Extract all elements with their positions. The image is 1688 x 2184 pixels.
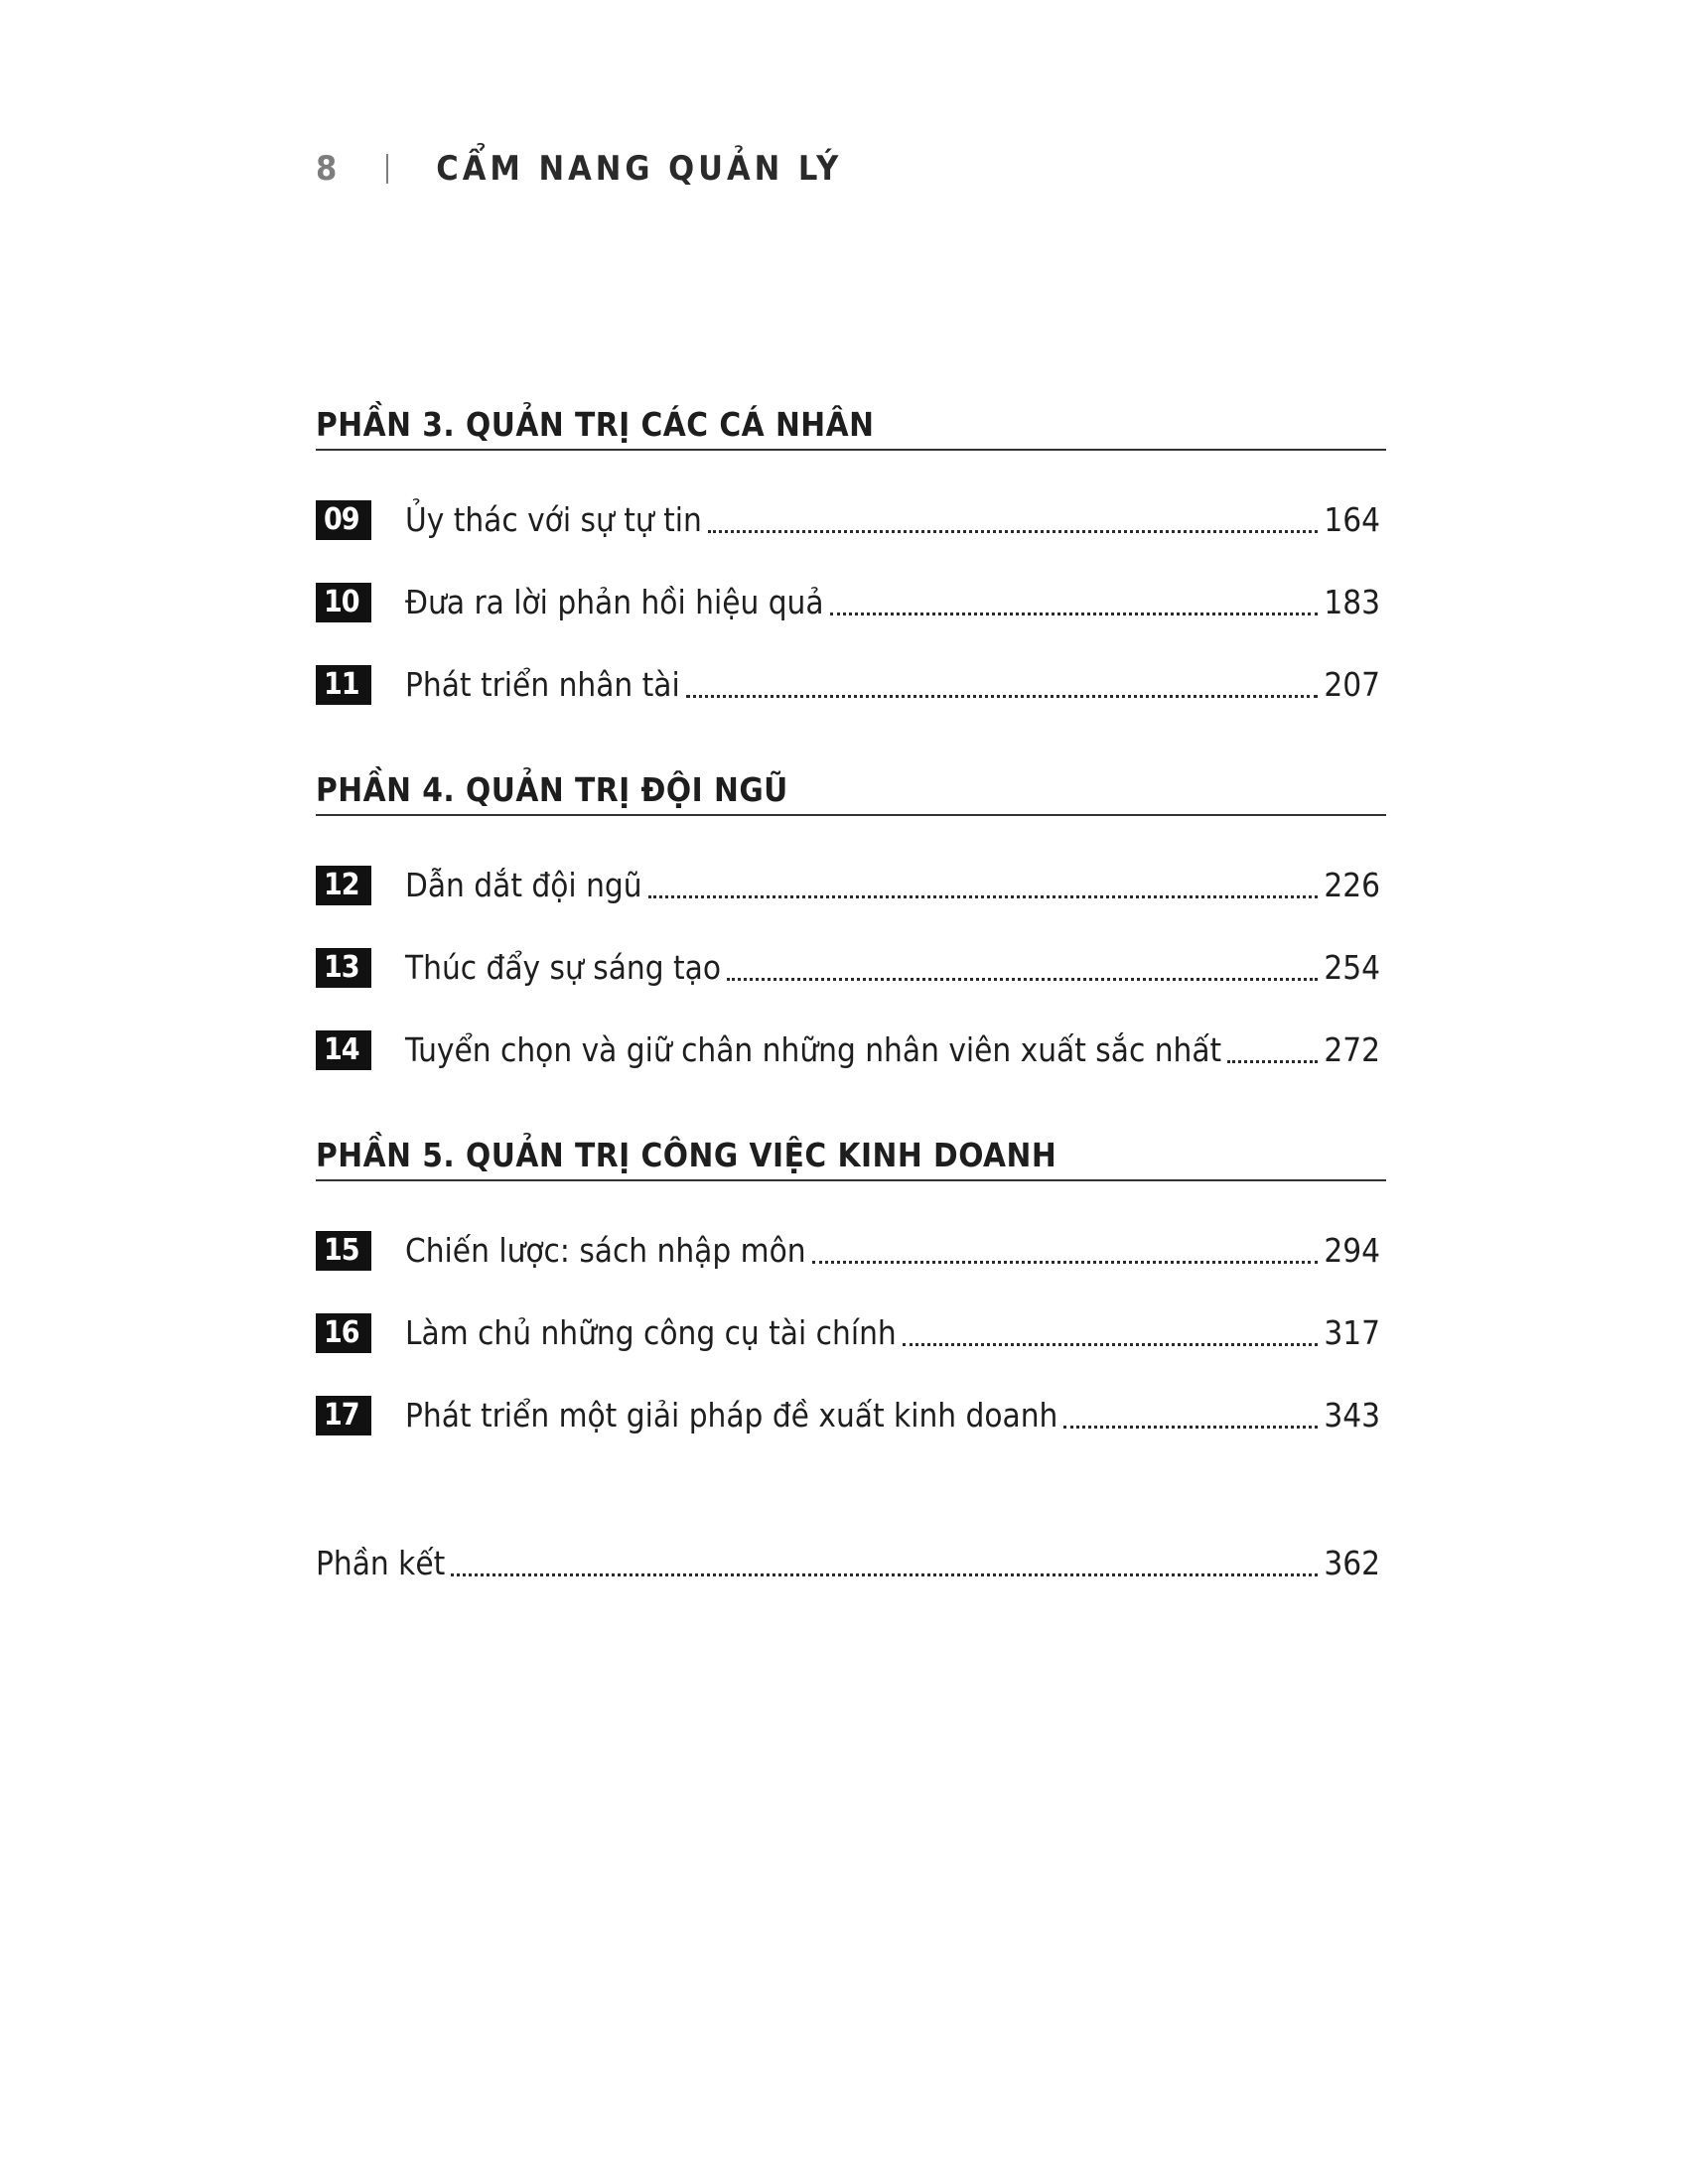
chapter-number-badge: 13 xyxy=(316,948,371,988)
dot-leader xyxy=(708,522,1319,533)
page-reference: 207 xyxy=(1324,665,1380,704)
section-title: PHẦN 4. QUẢN TRỊ ĐỘI NGŨ xyxy=(316,770,788,809)
toc-entry-chapter-10[interactable] xyxy=(316,581,1380,624)
section-heading-part-5 xyxy=(316,1138,1386,1181)
page-reference: 272 xyxy=(1324,1030,1380,1069)
chapter-title: Đưa ra lời phản hồi hiệu quả xyxy=(405,583,824,621)
chapter-title: Thúc đẩy sự sáng tạo xyxy=(405,948,722,987)
dot-leader xyxy=(648,887,1319,898)
dot-leader xyxy=(727,970,1318,981)
dot-leader xyxy=(686,687,1319,698)
chapter-number-badge: 15 xyxy=(316,1231,371,1271)
chapter-number-badge: 10 xyxy=(316,583,371,622)
chapter-number-badge: 09 xyxy=(316,500,371,540)
chapter-title: Phát triển một giải pháp đề xuất kinh doanh xyxy=(405,1396,1058,1434)
book-title: CẨM NANG QUẢN LÝ xyxy=(436,149,843,189)
dot-leader xyxy=(451,1566,1318,1576)
chapter-number-badge: 11 xyxy=(316,665,371,705)
page-reference: 294 xyxy=(1324,1231,1380,1270)
toc-entry-chapter-16[interactable] xyxy=(316,1311,1380,1355)
section-title: PHẦN 5. QUẢN TRỊ CÔNG VIỆC KINH DOANH xyxy=(316,1136,1057,1174)
chapter-title: Dẫn dắt đội ngũ xyxy=(405,866,642,904)
dot-leader xyxy=(1063,1418,1318,1429)
page-reference: 254 xyxy=(1324,948,1380,987)
chapter-number-badge: 14 xyxy=(316,1030,371,1070)
page-number: 8 xyxy=(316,149,342,189)
page-reference: 226 xyxy=(1324,866,1380,904)
page-reference: 317 xyxy=(1324,1313,1380,1352)
section-title: PHẦN 3. QUẢN TRỊ CÁC CÁ NHÂN xyxy=(316,405,875,444)
chapter-title: Làm chủ những công cụ tài chính xyxy=(405,1313,897,1352)
section-heading-part-4 xyxy=(316,772,1386,816)
page-reference: 362 xyxy=(1324,1544,1380,1582)
toc-entry-chapter-09[interactable] xyxy=(316,498,1380,542)
page-reference: 164 xyxy=(1324,500,1380,539)
dot-leader xyxy=(903,1335,1319,1346)
epilogue-title: Phần kết xyxy=(316,1544,446,1582)
dot-leader xyxy=(830,605,1319,615)
chapter-number-badge: 12 xyxy=(316,866,371,905)
toc-entry-chapter-12[interactable] xyxy=(316,864,1380,907)
toc-entry-chapter-14[interactable] xyxy=(316,1028,1380,1072)
section-heading-part-3 xyxy=(316,407,1386,451)
toc-entry-chapter-11[interactable] xyxy=(316,663,1380,707)
chapter-number-badge: 16 xyxy=(316,1313,371,1353)
page-reference: 343 xyxy=(1324,1396,1380,1434)
chapter-title: Phát triển nhân tài xyxy=(405,665,680,704)
chapter-title: Ủy thác với sự tự tin xyxy=(405,500,702,539)
toc-entry-chapter-15[interactable] xyxy=(316,1229,1380,1273)
dot-leader xyxy=(1227,1052,1318,1063)
chapter-title: Chiến lược: sách nhập môn xyxy=(405,1231,806,1270)
toc-entry-chapter-13[interactable] xyxy=(316,946,1380,990)
running-header xyxy=(316,149,842,189)
chapter-title: Tuyển chọn và giữ chân những nhân viên xuất sắc nhất xyxy=(405,1030,1222,1069)
toc-entry-chapter-17[interactable] xyxy=(316,1394,1380,1437)
header-separator xyxy=(386,154,388,184)
chapter-number-badge: 17 xyxy=(316,1396,371,1435)
toc-entry-epilogue[interactable] xyxy=(316,1542,1380,1585)
dot-leader xyxy=(812,1253,1319,1264)
page-reference: 183 xyxy=(1324,583,1380,621)
